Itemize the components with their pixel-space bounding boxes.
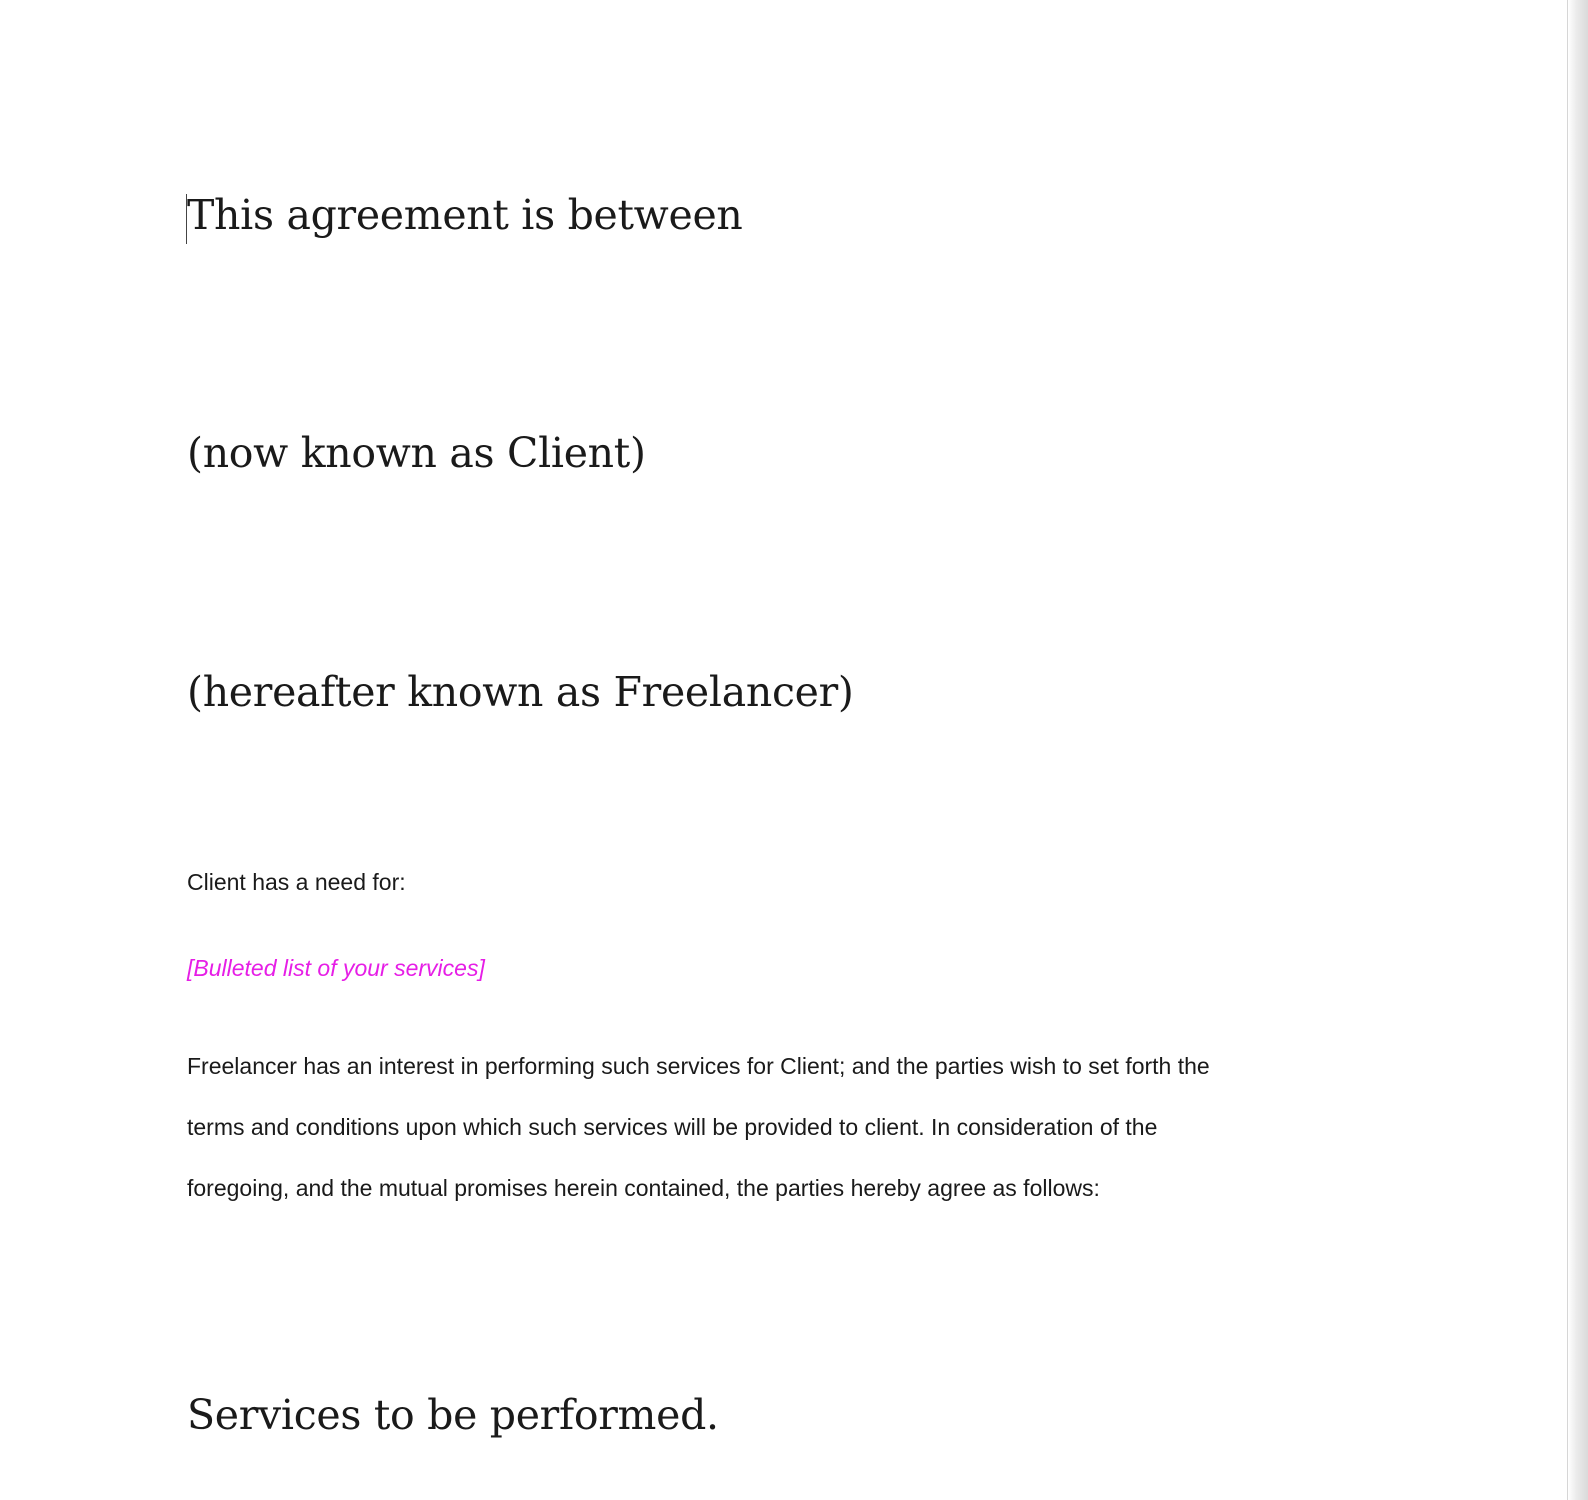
intro-paragraph[interactable]	[187, 1055, 1427, 1238]
heading-client[interactable]: (now known as Client)	[187, 429, 646, 477]
paragraph-line: Freelancer has an interest in performing such services for Client; and the parties wish to set forth the	[187, 1053, 1210, 1079]
services-placeholder[interactable]: [Bulleted list of your services]	[187, 955, 485, 981]
heading-freelancer[interactable]: (hereafter known as Freelancer)	[187, 668, 854, 716]
heading-agreement-between[interactable]: This agreement is between	[187, 191, 743, 239]
client-need-label[interactable]: Client has a need for:	[187, 869, 406, 895]
paragraph-line: terms and conditions upon which such services will be provided to client. In consideration of the	[187, 1114, 1158, 1140]
heading-services-performed[interactable]: Services to be performed.	[187, 1391, 719, 1439]
paragraph-line: foregoing, and the mutual promises herein contained, the parties hereby agree as follows:	[187, 1175, 1100, 1201]
page-edge-scroll-area	[1567, 0, 1588, 1500]
